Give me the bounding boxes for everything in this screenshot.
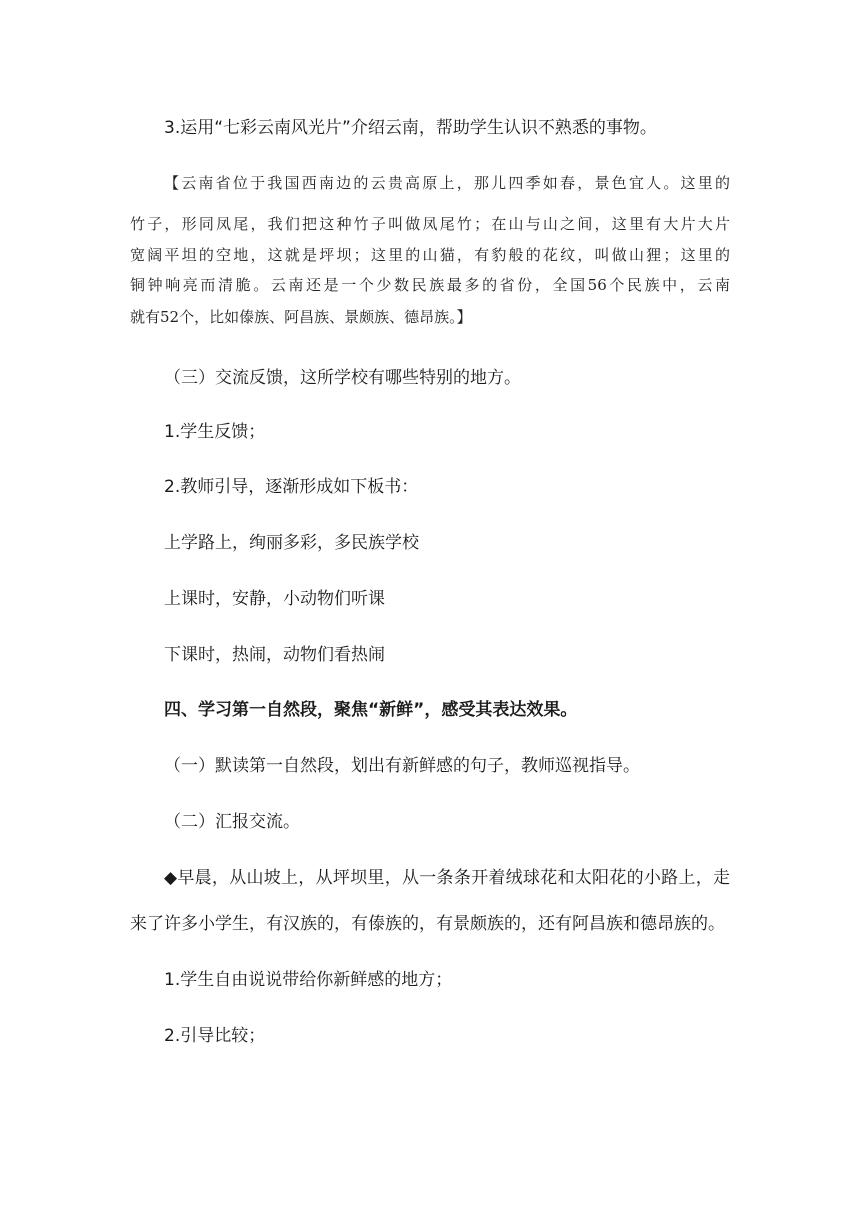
subsection-2: （二）汇报交流。 xyxy=(164,812,300,832)
quote-line-5: 就有52个，比如傣族、阿昌族、景颇族、德昂族。】 xyxy=(130,308,472,326)
board-line-3: 下课时，热闹，动物们看热闹 xyxy=(164,645,385,665)
excerpt-line-2: 来了许多小学生，有汉族的，有傣族的，有景颇族的，还有阿昌族和德昂族的。 xyxy=(130,914,725,934)
subsection-1: （一）默读第一自然段，划出有新鲜感的句子，教师巡视指导。 xyxy=(164,756,640,776)
section-3-heading: （三）交流反馈，这所学校有哪些特别的地方。 xyxy=(164,368,521,388)
paragraph-3-intro: 3.运用“七彩云南风光片”介绍云南，帮助学生认识不熟悉的事物。 xyxy=(164,118,657,138)
quote-line-4: 铜钟响亮而清脆。云南还是一个少数民族最多的省份，全国56个民族中，云南 xyxy=(130,276,730,294)
board-line-1: 上学路上，绚丽多彩，多民族学校 xyxy=(164,533,419,553)
quote-line-2: 竹子，形同凤尾，我们把这种竹子叫做凤尾竹；在山与山之间，这里有大片大片 xyxy=(130,215,730,233)
quote-line-3: 宽阔平坦的空地，这就是坪坝；这里的山猫，有豹般的花纹，叫做山狸；这里的 xyxy=(130,246,730,264)
list-item-compare: 2.引导比较； xyxy=(164,1026,266,1046)
section-4-heading: 四、学习第一自然段，聚焦“新鲜”，感受其表达效果。 xyxy=(164,700,578,720)
excerpt-line-1: ◆早晨，从山坡上，从坪坝里，从一条条开着绒球花和太阳花的小路上，走 xyxy=(164,868,730,888)
list-item-student-feedback: 1.学生反馈； xyxy=(164,422,266,442)
board-line-2: 上课时，安静，小动物们听课 xyxy=(164,589,385,609)
list-item-teacher-guide: 2.教师引导，逐渐形成如下板书： xyxy=(164,477,419,497)
quote-line-1: 【云南省位于我国西南边的云贵高原上，那儿四季如春，景色宜人。这里的 xyxy=(164,174,730,192)
list-item-free-talk: 1.学生自由说说带给你新鲜感的地方； xyxy=(164,970,453,990)
